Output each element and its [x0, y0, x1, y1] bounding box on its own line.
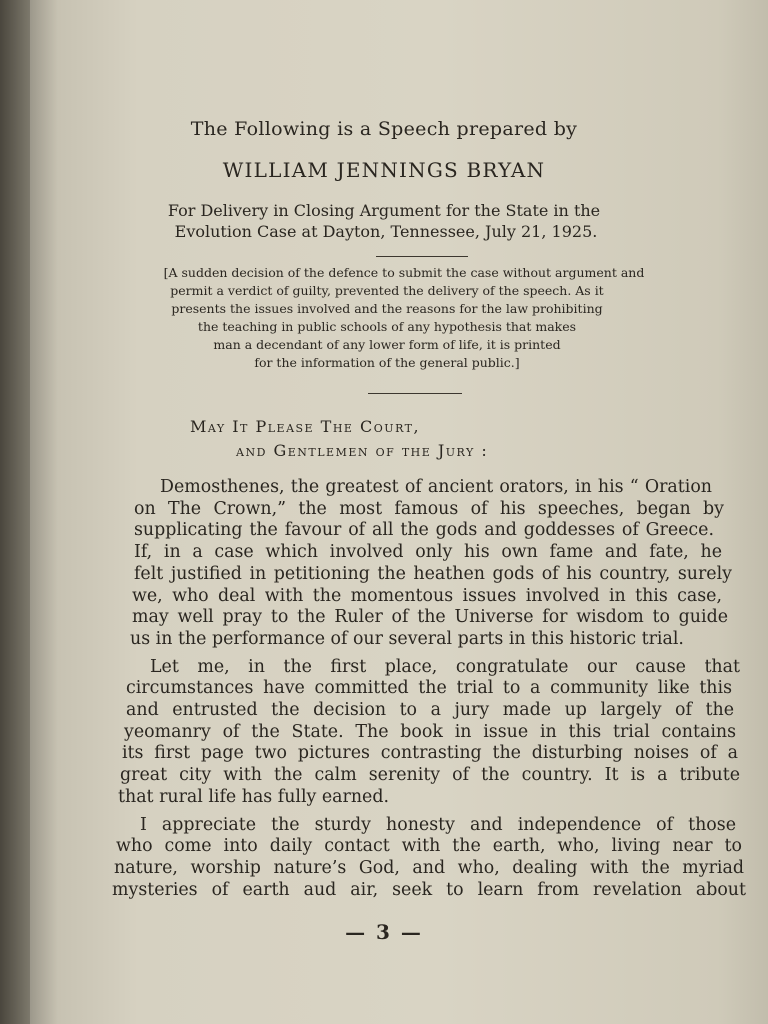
salutation-line: and Gentlemen of the Jury :: [236, 441, 489, 460]
intro-line: The Following is a Speech prepared by: [190, 118, 578, 140]
text-line: felt justified in petitioning the heathen gods of his country, surely: [134, 563, 732, 584]
page-gutter-shadow: [0, 0, 30, 1024]
text-line: nature, worship nature’s God, and who, dealing with the myriad: [114, 857, 744, 878]
note-line: man a decendant of any lower form of life, it is printed: [213, 337, 561, 352]
text-line: circumstances have committed the trial to a community like this: [126, 678, 732, 699]
note-line: for the information of the general public.]: [254, 355, 520, 370]
text-line: we, who deal with the momentous issues involved in this case,: [132, 585, 722, 606]
text-line: mysteries of earth aud air, seek to learn from revelation about: [112, 879, 746, 900]
note-line: presents the issues involved and the reasons for the law prohibiting: [171, 301, 603, 316]
text-line: I appreciate the sturdy honesty and independence of those: [140, 814, 736, 835]
text-line: its first page two pictures contrasting the disturbing noises of a: [122, 743, 738, 764]
text-line: may well pray to the Ruler of the Universe for wisdom to guide: [132, 607, 728, 628]
note-line: [A sudden decision of the defence to submit the case without argument and: [163, 265, 645, 280]
text-line: yeomanry of the State. The book in issue in this trial contains: [124, 721, 736, 742]
text-line: that rural life has fully earned.: [118, 786, 389, 807]
text-line: supplicating the favour of all the gods and goddesses of Greece.: [134, 520, 714, 541]
divider-rule: [376, 256, 468, 257]
speaker-name: WILLIAM JENNINGS BRYAN: [222, 158, 546, 182]
text-line: us in the performance of our several parts in this historic trial.: [130, 628, 684, 649]
page-number: — 3 —: [345, 920, 423, 944]
paragraph: [112, 814, 748, 902]
text-line: Demosthenes, the greatest of ancient orators, in his “ Oration: [160, 477, 712, 497]
text-line: who come into daily contact with the earth, who, living near to: [116, 836, 742, 857]
text-line: great city with the calm serenity of the country. It is a tribute: [120, 765, 740, 786]
salutation-line: May It Please The Court,: [190, 417, 421, 436]
occasion: [0, 200, 768, 242]
text-line: If, in a case which involved only his own fame and fate, he: [134, 542, 722, 563]
note-line: permit a verdict of guilty, prevented the delivery of the speech. As it: [170, 283, 604, 298]
text-line: and entrusted the decision to a jury made up largely of the: [126, 700, 734, 721]
editorial-note: [0, 264, 768, 372]
text-line: on The Crown,” the most famous of his speeches, began by: [134, 498, 724, 519]
divider-rule: [368, 393, 462, 394]
occasion-line: For Delivery in Closing Argument for the State in the: [167, 201, 601, 220]
paragraph: [118, 477, 748, 651]
text-line: Let me, in the first place, congratulate our cause that: [150, 656, 740, 677]
paragraph: [118, 657, 748, 809]
occasion-line: Evolution Case at Dayton, Tennessee, July 21, 1925.: [174, 222, 598, 241]
speech-body: [112, 477, 748, 901]
note-line: the teaching in public schools of any hypothesis that makes: [197, 319, 577, 334]
